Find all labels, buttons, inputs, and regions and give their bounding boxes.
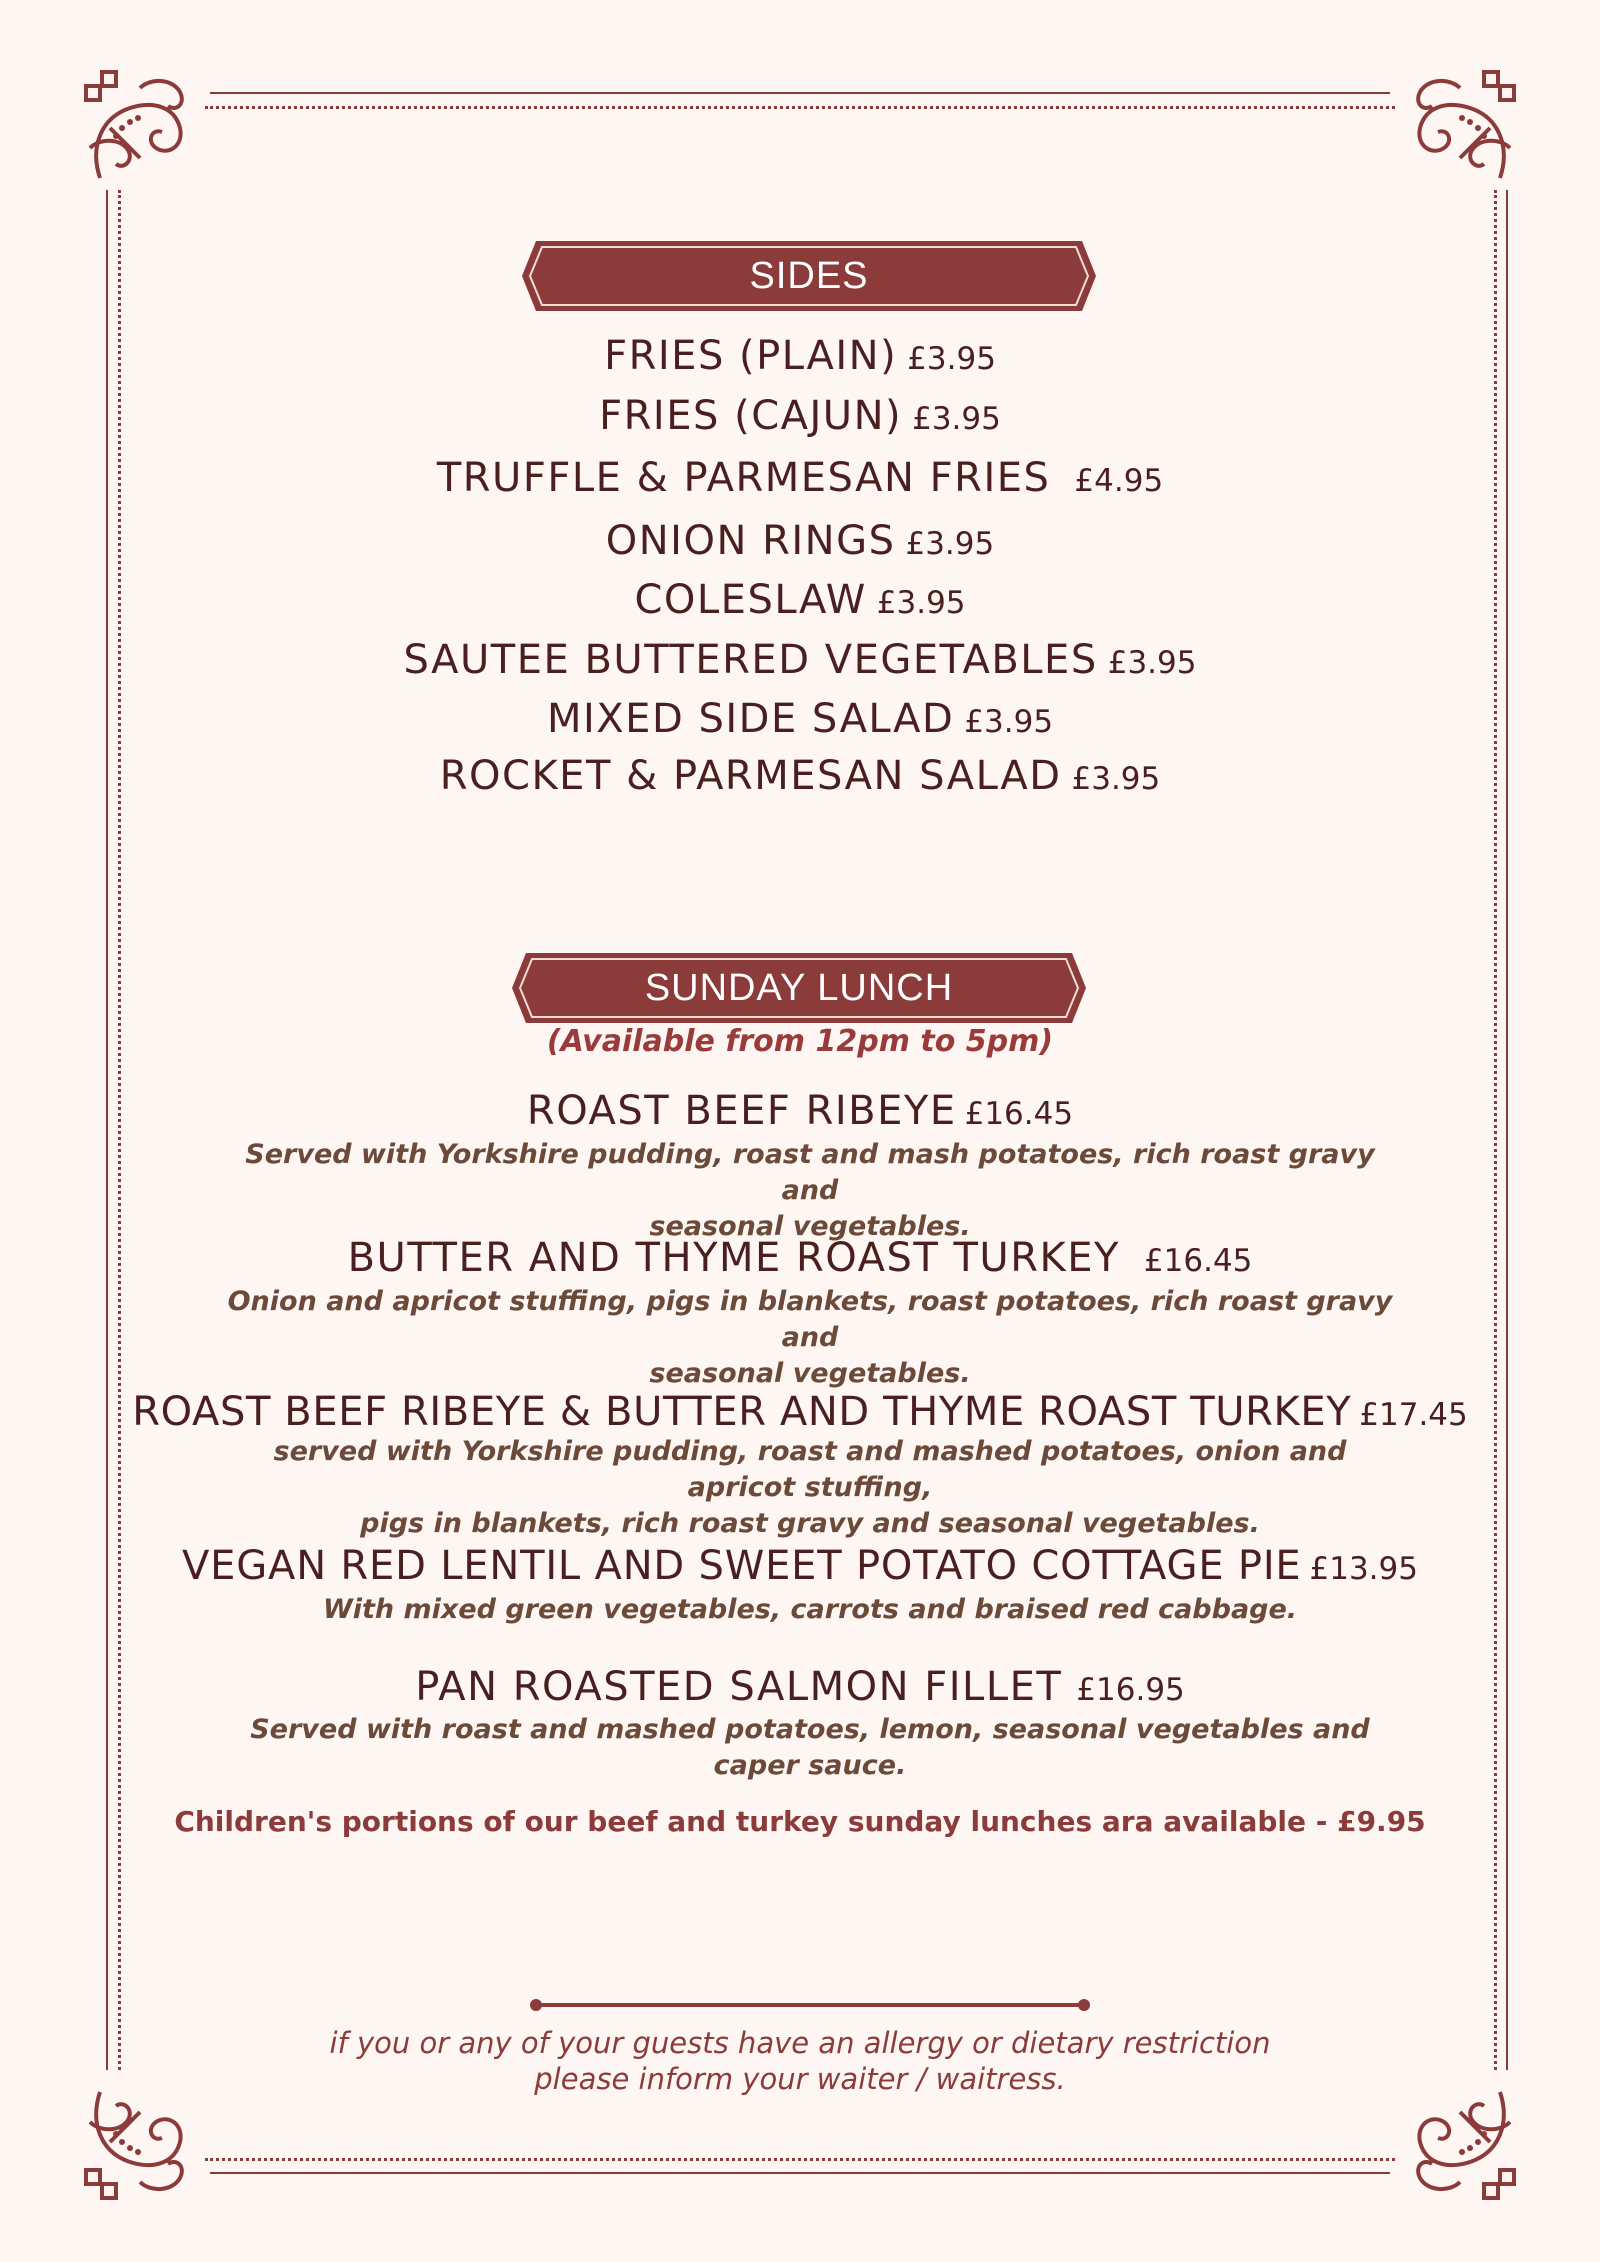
side-item <box>0 393 1600 439</box>
availability-note: (Available from 12pm to 5pm) <box>546 1024 1054 1059</box>
frame-top-line <box>210 92 1390 94</box>
side-item-price: £3.95 <box>964 704 1054 740</box>
side-item-name: TRUFFLE & PARMESAN FRIES <box>436 455 1051 501</box>
dish-description-line: seasonal vegetables. <box>649 1358 971 1389</box>
dish-description-line: seasonal vegetables. <box>649 1211 971 1242</box>
side-item <box>0 455 1600 501</box>
frame-bottom-line <box>210 2172 1390 2174</box>
frame-top-dotted <box>205 106 1395 109</box>
dish-name: ROAST BEEF RIBEYE & BUTTER AND THYME ROAST TURKEY <box>132 1389 1352 1435</box>
side-item <box>0 518 1600 564</box>
dish-description-line: Onion and apricot stuffing, pigs in blankets, roast potatoes, rich roast gravy and <box>227 1286 1393 1353</box>
dish-price: £16.95 <box>1076 1672 1185 1708</box>
dish-name: ROAST BEEF RIBEYE <box>526 1088 957 1134</box>
frame-bottom-dotted <box>205 2158 1395 2161</box>
side-item <box>0 577 1600 623</box>
allergy-note <box>0 2025 1600 2097</box>
dish-title <box>0 1235 1600 1281</box>
side-item-price: £3.95 <box>1071 761 1161 797</box>
dish-name: BUTTER AND THYME ROAST TURKEY <box>347 1235 1120 1281</box>
side-item-price: £3.95 <box>912 401 1001 437</box>
dish-price: £16.45 <box>1143 1243 1253 1279</box>
side-item-price: £3.95 <box>876 585 966 621</box>
side-item <box>0 696 1600 742</box>
dish-description <box>220 1592 1400 1628</box>
side-item-name: SAUTEE BUTTERED VEGETABLES <box>403 637 1098 683</box>
dish-title <box>0 1088 1600 1134</box>
allergy-note-line: please inform your waiter / waitress. <box>534 2062 1066 2096</box>
corner-flourish-icon <box>80 2082 200 2202</box>
side-item-name: MIXED SIDE SALAD <box>546 696 955 742</box>
dish-name: VEGAN RED LENTIL AND SWEET POTATO COTTAGE PIE <box>182 1543 1302 1589</box>
dish-description <box>220 1284 1400 1392</box>
sides-banner <box>518 237 1100 315</box>
dish-description-line: Served with Yorkshire pudding, roast and mash potatoes, rich roast gravy and <box>245 1139 1375 1206</box>
sunday-lunch-banner <box>508 949 1090 1027</box>
dish-title <box>0 1664 1600 1710</box>
sunday-lunch-title: SUNDAY LUNCH <box>644 967 954 1009</box>
side-item-name: ROCKET & PARMESAN SALAD <box>439 753 1062 799</box>
side-item-price: £3.95 <box>1107 645 1197 681</box>
side-item-price: £3.95 <box>905 526 995 562</box>
dish-name: PAN ROASTED SALMON FILLET <box>415 1664 1063 1710</box>
corner-flourish-icon <box>80 68 200 188</box>
children-portions-note: Children's portions of our beef and turkey sunday lunches ara available - £9.95 <box>174 1805 1426 1838</box>
side-item <box>0 753 1600 799</box>
side-item-name: ONION RINGS <box>605 518 896 564</box>
corner-flourish-icon <box>1400 2082 1520 2202</box>
sides-title: SIDES <box>749 255 869 297</box>
side-item-name: COLESLAW <box>634 577 867 623</box>
dish-description-line: served with Yorkshire pudding, roast and mashed potatoes, onion and apricot stuffing, <box>273 1436 1347 1503</box>
side-item <box>0 637 1600 683</box>
dish-price: £13.95 <box>1309 1551 1418 1587</box>
dish-title <box>0 1543 1600 1589</box>
dish-price: £16.45 <box>964 1096 1074 1132</box>
divider <box>536 2003 1084 2007</box>
dish-description-line: Served with roast and mashed potatoes, lemon, seasonal vegetables and caper sauce. <box>250 1714 1370 1781</box>
side-item-name: FRIES (PLAIN) <box>604 333 898 379</box>
dish-description-line: pigs in blankets, rich roast gravy and seasonal vegetables. <box>360 1508 1260 1539</box>
dish-description <box>220 1712 1400 1784</box>
dish-description-line: With mixed green vegetables, carrots and braised red cabbage. <box>322 1594 1298 1625</box>
dish-title <box>0 1389 1600 1435</box>
side-item-price: £4.95 <box>1074 463 1164 499</box>
side-item-name: FRIES (CAJUN) <box>599 393 903 439</box>
corner-flourish-icon <box>1400 68 1520 188</box>
side-item-price: £3.95 <box>907 341 996 377</box>
dish-description <box>220 1137 1400 1245</box>
side-item <box>0 333 1600 379</box>
dish-price: £17.45 <box>1359 1397 1468 1433</box>
dish-description <box>220 1434 1400 1542</box>
allergy-note-line: if you or any of your guests have an allergy or dietary restriction <box>329 2026 1271 2060</box>
